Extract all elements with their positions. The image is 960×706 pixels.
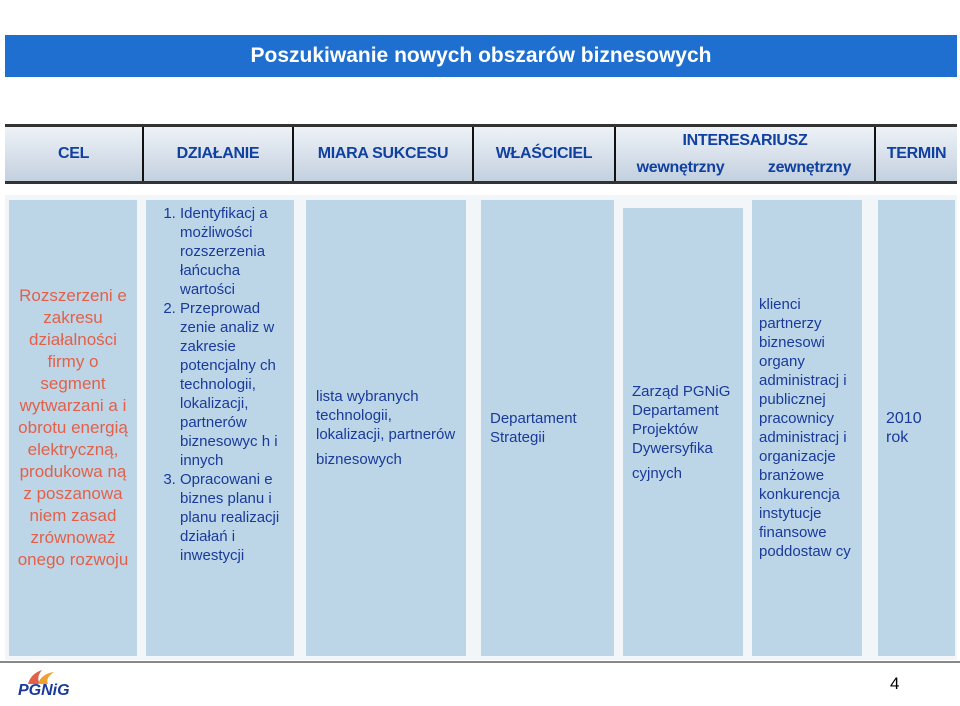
header-interesariusz — [616, 127, 874, 181]
header-miara-label: MIARA SUKCESU — [317, 145, 449, 162]
header-dzialanie-label: DZIAŁANIE — [176, 145, 260, 162]
header-wewnetrzny-label: wewnętrzny — [636, 158, 725, 176]
pgnig-logo: PGNiG — [18, 682, 70, 699]
cel-text: Rozszerzeni e zakresu działalności firmy o segment wytwarzani a i obrotu energią elektryczną, produkowa ną z poszanowa niem zasad zrównoważ onego rozwoju — [17, 286, 129, 569]
header-miara — [294, 127, 472, 181]
page-number: 4 — [890, 674, 900, 693]
cell-termin — [878, 200, 955, 656]
header-interesariusz-title — [616, 127, 874, 154]
wewnetrzny-text: Zarząd PGNiG Departament Projektów Dywersyfika — [632, 382, 731, 457]
header-interesariusz-label: INTERESARIUSZ — [682, 131, 808, 149]
header-interesariusz-sub — [616, 154, 874, 181]
cell-zewnetrzny — [752, 200, 862, 656]
cell-wlasciciel — [481, 200, 614, 656]
miara-text: lista wybranych technologii, lokalizacji, partnerów — [316, 388, 456, 443]
dzialanie-item: 1. Identyfikacj a możliwości rozszerzenia łańcucha wartości — [180, 204, 294, 299]
slide-title — [5, 35, 957, 77]
dzialanie-item: 3. Opracowani e biznes planu i planu realizacji działań i inwestycji — [180, 470, 294, 565]
miara-text-2: biznesowych — [316, 451, 402, 468]
header-dzialanie — [144, 127, 292, 181]
footer-divider — [0, 661, 960, 663]
header-termin — [876, 127, 957, 181]
zewnetrzny-text: klienci partnerzy biznesowi organy administracj i publicznej pracownicy administracj i organizacje branżowe konkurencja instytucje finansowe poddostaw cy — [759, 296, 851, 560]
slide-title-text: Poszukiwanie nowych obszarów biznesowych — [250, 44, 712, 67]
header-zewnetrzny-label: zewnętrzny — [767, 158, 852, 176]
cell-dzialanie — [146, 200, 294, 656]
header-cel-label: CEL — [57, 145, 90, 162]
header-termin-label: TERMIN — [886, 145, 947, 162]
header-wewnetrzny — [616, 154, 745, 181]
wlasciciel-text: Departament Strategii — [490, 410, 577, 446]
cell-wewnetrzny — [623, 208, 743, 656]
wewnetrzny-text-2: cyjnych — [632, 464, 683, 482]
dzialanie-list — [146, 204, 294, 565]
header-zewnetrzny — [745, 154, 874, 181]
cell-cel — [9, 200, 137, 656]
dzialanie-item: 2. Przeprowad zenie analiz w zakresie potencjalny ch technologii, lokalizacji, partnerów biznesowyc h i innych — [180, 299, 294, 470]
header-wlasciciel — [474, 127, 614, 181]
termin-text: 2010 rok — [886, 410, 922, 446]
header-wlasciciel-label: WŁAŚCICIEL — [495, 145, 593, 162]
header-cel — [5, 127, 142, 181]
cell-miara — [306, 200, 466, 656]
